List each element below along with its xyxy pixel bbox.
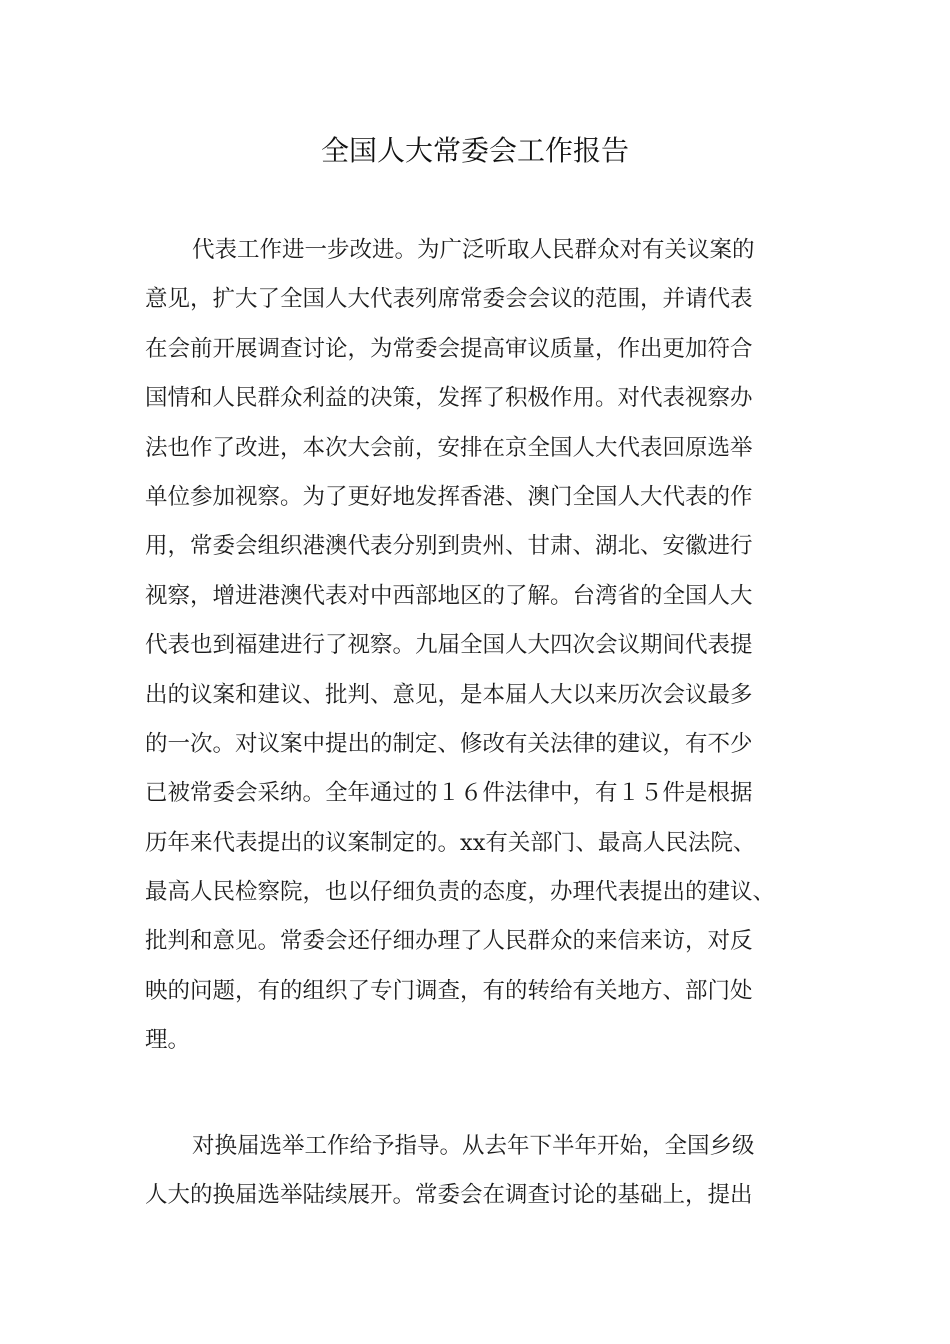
paragraph-line: 理。: [145, 1027, 191, 1054]
paragraph-line: 历年来代表提出的议案制定的。xx有关部门、最高人民法院、: [145, 829, 756, 856]
paragraph-line: 出的议案和建议、批判、意见，是本届人大以来历次会议最多: [145, 681, 753, 708]
paragraph-line: 代表也到福建进行了视察。九届全国人大四次会议期间代表提: [145, 632, 753, 659]
paragraph-representative-work: [145, 226, 825, 1066]
paragraph-line: 的一次。对议案中提出的制定、修改有关法律的建议，有不少: [145, 730, 753, 757]
paragraph-line: 最高人民检察院，也以仔细负责的态度，办理代表提出的建议、: [145, 879, 776, 906]
paragraph-line: 用，常委会组织港澳代表分别到贵州、甘肃、湖北、安徽进行: [145, 533, 753, 560]
paragraph-line: 人大的换届选举陆续展开。常委会在调查讨论的基础上，提出: [145, 1182, 753, 1209]
paragraph-line: 映的问题，有的组织了专门调查，有的转给有关地方、部门处: [145, 977, 753, 1004]
paragraph-line: 批判和意见。常委会还仔细办理了人民群众的来信来访，对反: [145, 928, 753, 955]
paragraph-line: 法也作了改进，本次大会前，安排在京全国人大代表回原选举: [145, 434, 753, 461]
paragraph-election-guidance: [145, 1122, 825, 1221]
paragraph-line: 视察，增进港澳代表对中西部地区的了解。台湾省的全国人大: [145, 582, 753, 609]
paragraph-line: 已被常委会采纳。全年通过的１６件法律中，有１５件是根据: [145, 780, 753, 807]
paragraph-line: 国情和人民群众利益的决策，发挥了积极作用。对代表视察办: [145, 385, 753, 412]
paragraph-line: 在会前开展调查讨论，为常委会提高审议质量，作出更加符合: [145, 335, 753, 362]
paragraph-line: 代表工作进一步改进。为广泛听取人民群众对有关议案的: [192, 237, 755, 263]
document-title: 全国人大常委会工作报告: [320, 134, 629, 167]
paragraph-line: 意见，扩大了全国人大代表列席常委会会议的范围，并请代表: [145, 286, 753, 313]
paragraph-line: 单位参加视察。为了更好地发挥香港、澳门全国人大代表的作: [145, 483, 753, 510]
paragraph-line: 对换届选举工作给予指导。从去年下半年开始，全国乡级: [192, 1133, 755, 1159]
